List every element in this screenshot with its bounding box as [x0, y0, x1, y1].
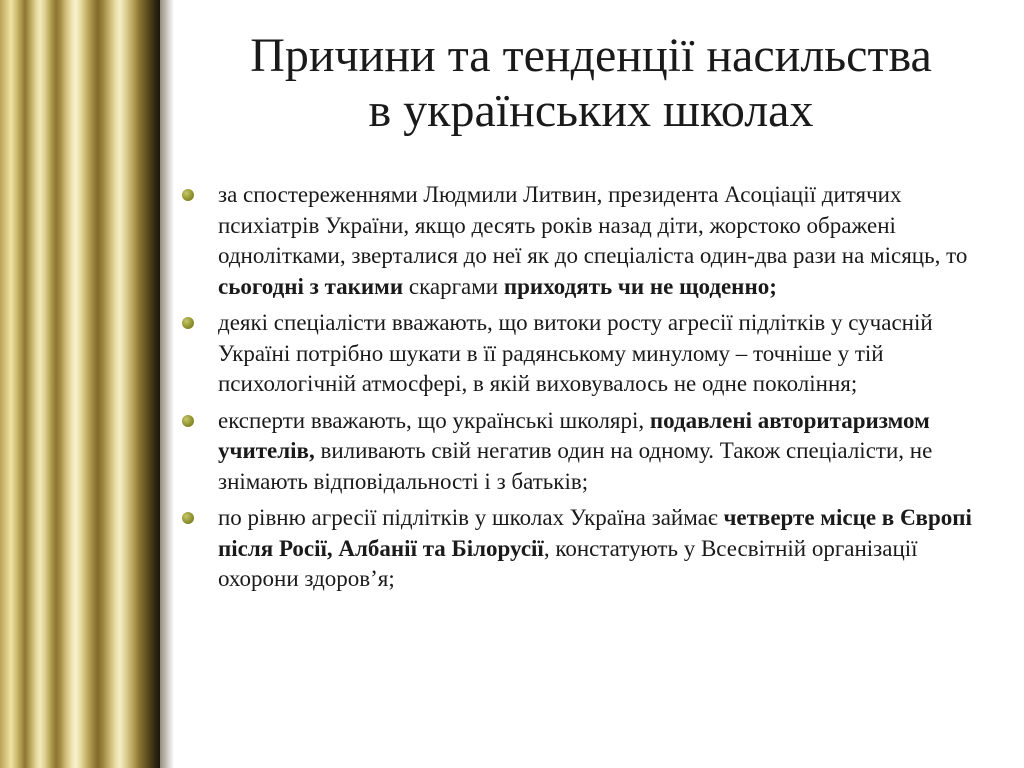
bullet-text: скаргами	[403, 273, 504, 299]
bullet-text-bold: сьогодні з такими	[218, 273, 404, 299]
decorative-golden-column	[0, 0, 160, 768]
bullet-text: за спостереженнями Людмили Литвин, президента Асоціації дитячих психіатрів України, якщо десять років назад діти, жорстоко ображені однолітками, зверталися до неї як до спеціаліста один-два рази на місяць, то	[218, 182, 968, 268]
bullet-text-bold: приходять чи не щоденно;	[503, 273, 777, 299]
bullet-item	[182, 180, 997, 302]
bullet-list	[182, 180, 997, 601]
bullet-text-bold: четверте місце в Європі після Росії, Албанії та Білорусії	[218, 505, 972, 561]
bullet-dot-icon	[182, 415, 194, 427]
bullet-text: , констатують у Всесвітній організації охорони здоров’я;	[218, 535, 918, 591]
bullet-item	[182, 308, 997, 400]
bullet-text: деякі спеціалісти вважають, що витоки росту агресії підлітків у сучасній Україні потрібно шукати в її радянському минулому – точніше у тій психологічній атмосфері, в якій виховувалось не одне покоління;	[218, 310, 933, 396]
slide-title	[176, 28, 1006, 138]
title-line-1: Причини та тенденції насильства	[250, 29, 932, 82]
title-line-2: в українських школах	[368, 84, 814, 137]
bullet-item	[182, 503, 997, 595]
bullet-dot-icon	[182, 189, 194, 201]
bullet-dot-icon	[182, 512, 194, 524]
bullet-text-bold: подавлені авторитаризмом учителів,	[218, 407, 930, 463]
bullet-text: виливають свій негатив один на одному. Також спеціалісти, не знімають відповідальності і з батьків;	[218, 438, 933, 494]
column-shadow	[160, 0, 174, 768]
bullet-text: експерти вважають, що українські школярі,	[218, 407, 650, 433]
bullet-dot-icon	[182, 317, 194, 329]
bullet-item	[182, 406, 997, 498]
bullet-text: по рівню агресії підлітків у школах Україна займає	[218, 505, 724, 530]
